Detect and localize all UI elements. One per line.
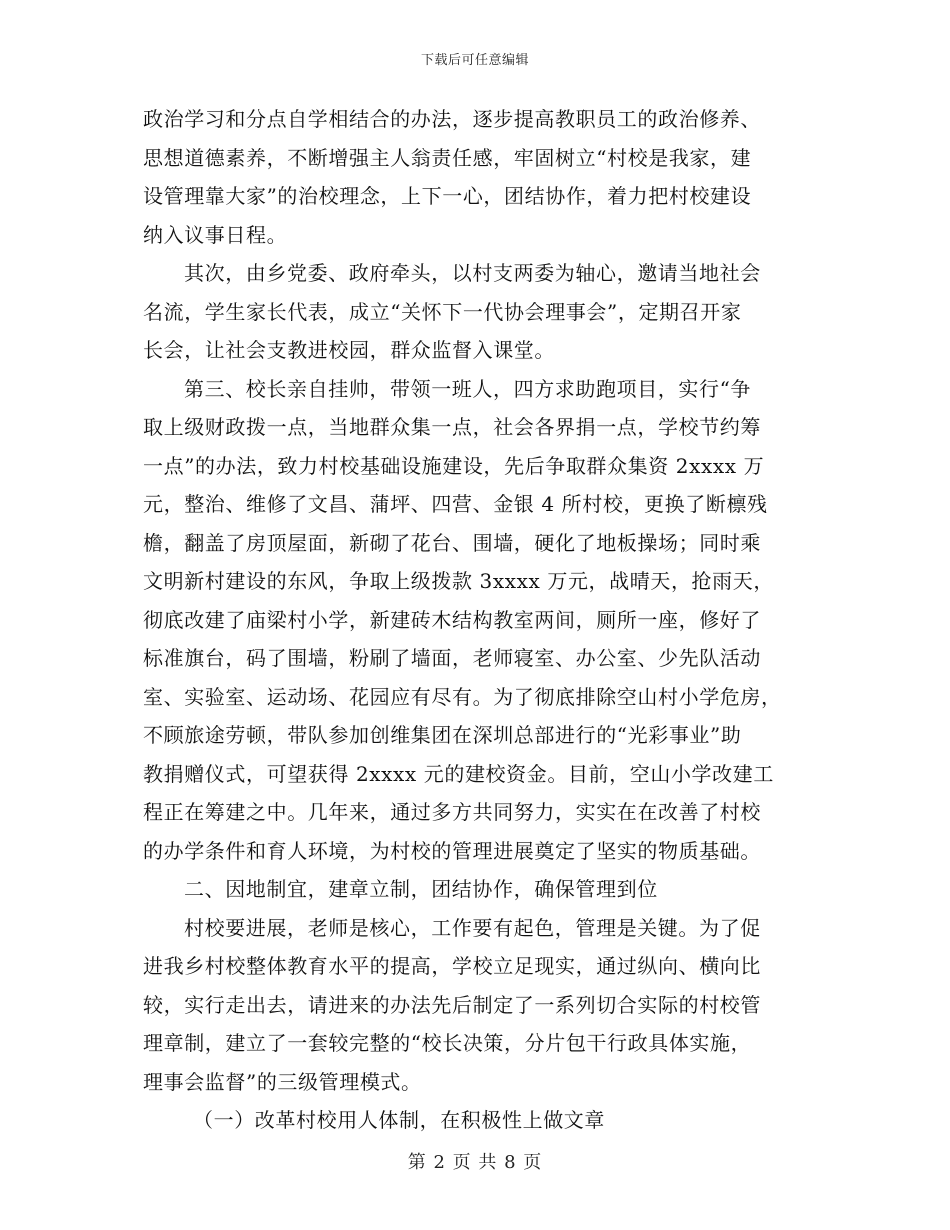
page-header: 下载后可任意编辑 bbox=[420, 53, 529, 68]
text-line: 标准旗台，码了围墙，粉刷了墙面，老师寝室、办公室、少先队活动 bbox=[143, 646, 761, 670]
text-line: 思想道德素养，不断增强主人翁责任感，牢固树立“村校是我家，建 bbox=[143, 145, 752, 170]
text-line: 一点”的办法，致力村校基础设施建设，先后争取群众集资 2xxxx 万 bbox=[143, 453, 765, 478]
text-line: 进我乡村校整体教育水平的提高，学校立足现实，通过纵向、横向比 bbox=[143, 954, 761, 978]
text-line: 不顾旅途劳顿，带队参加创维集团在深圳总部进行的“光彩事业”助 bbox=[143, 723, 742, 747]
text-line: 程正在筹建之中。几年来，通过多方共同努力，实实在在改善了村校 bbox=[143, 800, 761, 824]
text-line: 长会，让社会支教进校园，群众监督入课堂。 bbox=[143, 338, 555, 362]
text-line: 纳入议事日程。 bbox=[143, 222, 288, 247]
text-line: 元，整治、维修了文昌、蒲坪、四营、金银 4 所村校，更换了断檩残 bbox=[143, 492, 768, 516]
paragraph-start-line: 第三、校长亲自挂帅，带领一班人，四方求助跑项目，实行“争 bbox=[184, 376, 752, 401]
text-line: 的办学条件和育人环境，为村校的管理进展奠定了坚实的物质基础。 bbox=[143, 838, 761, 863]
text-line: 较，实行走出去，请进来的办法先后制定了一系列切合实际的村校管 bbox=[143, 992, 761, 1017]
page-footer: 第 2 页 共 8 页 bbox=[407, 1152, 543, 1173]
text-line: 理事会监督”的三级管理模式。 bbox=[143, 1069, 422, 1094]
paragraph-start-line: 其次，由乡党委、政府牵头，以村支两委为轴心，邀请当地社会 bbox=[184, 261, 761, 285]
subsection-heading: （一）改革村校用人体制，在积极性上做文章 bbox=[193, 1108, 605, 1132]
text-line: 理章制，建立了一套较完整的“校长决策，分片包干行政具体实施， bbox=[143, 1031, 752, 1055]
text-line: 取上级财政拨一点，当地群众集一点，社会各界捐一点，学校节约筹 bbox=[143, 415, 761, 439]
text-line: 名流，学生家长代表，成立“关怀下一代协会理事会”，定期召开家 bbox=[143, 299, 742, 324]
text-line: 彻底改建了庙梁村小学，新建砖木结构教室两间，厕所一座，修好了 bbox=[143, 607, 761, 632]
text-line: 室、实验室、运动场、花园应有尽有。为了彻底排除空山村小学危房， bbox=[143, 684, 782, 709]
text-line: 檐，翻盖了房顶屋面，新砌了花台、围墙，硬化了地板操场；同时乘 bbox=[143, 530, 761, 555]
paragraph-start-line: 村校要进展，老师是核心，工作要有起色，管理是关键。为了促 bbox=[184, 915, 761, 940]
text-line: 政治学习和分点自学相结合的办法，逐步提高教职员工的政治修养、 bbox=[143, 107, 761, 131]
section-heading: 二、因地制宜，建章立制，团结协作，确保管理到位 bbox=[184, 877, 658, 901]
text-line: 设管理靠大家”的治校理念，上下一心，团结协作，着力把村校建设 bbox=[143, 184, 752, 208]
text-line: 文明新村建设的东风，争取上级拨款 3xxxx 万元，战晴天，抢雨天， bbox=[143, 569, 774, 593]
text-line: 教捐赠仪式，可望获得 2xxxx 元的建校资金。目前，空山小学改建工 bbox=[143, 761, 774, 786]
document-body bbox=[143, 100, 811, 1140]
